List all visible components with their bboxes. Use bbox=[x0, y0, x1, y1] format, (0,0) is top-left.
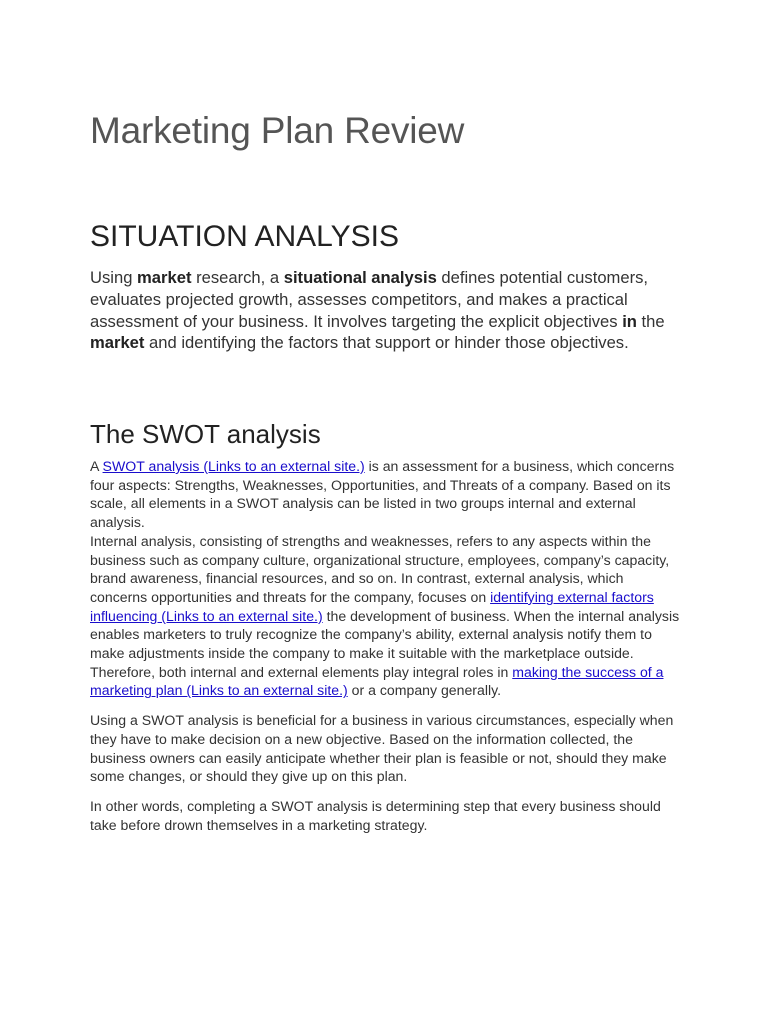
text-run: the bbox=[636, 311, 665, 331]
external-factors-link[interactable]: identifying external factors influencing (Links to an external site.) bbox=[90, 588, 654, 624]
swot-paragraph-4: In other words, completing a SWOT analysis is determining step that every business should take before drown themselves in a marketing strategy. bbox=[90, 797, 661, 833]
swot-analysis-link[interactable]: SWOT analysis (Links to an external site.) bbox=[102, 458, 365, 474]
bold-term-market-2: market bbox=[90, 333, 145, 353]
bold-term-market: market bbox=[137, 268, 192, 287]
bold-term-in: in bbox=[622, 311, 637, 331]
text-run: Internal analysis, consisting of strengths and weaknesses, refers to any aspects within the business such as company culture, organizational structure, employees, company’s capacity, brand awareness, financial resources, and so on. In contrast, external analysis, which concerns opportunities and threats for the company, focuses on bbox=[90, 532, 670, 605]
situation-analysis-paragraph bbox=[90, 267, 680, 354]
text-run: and identifying the factors that support or hinder those objectives. bbox=[144, 333, 629, 353]
situation-analysis-heading: SITUATION ANALYSIS bbox=[90, 220, 399, 253]
text-run: defines potential customers, evaluates projected growth, assesses competitors, and makes a practical assessment of your business. It involves targeting the explicit objectives bbox=[90, 268, 649, 331]
text-run: the development of business. When the internal analysis enables marketers to truly recognize the company’s ability, external analysis notify them to make adjustments inside the company to make it suitable with the marketplace outside. Therefore, both internal and external elements play integral roles in bbox=[90, 607, 680, 680]
swot-analysis-heading: The SWOT analysis bbox=[90, 419, 321, 449]
text-run: or a company generally. bbox=[347, 682, 502, 699]
page-title: Marketing Plan Review bbox=[90, 110, 465, 151]
text-run: research, a bbox=[191, 268, 284, 287]
text-run: is an assessment for a business, which concerns four aspects: Strengths, Weaknesses, Opportunities, and Threats of a company. Based on its scale, all elements in a SWOT analysis can be listed in two groups internal and external analysis. bbox=[90, 458, 675, 531]
swot-paragraph-3: Using a SWOT analysis is beneficial for a business in various circumstances, especially when they have to make decision on a new objective. Based on the information collected, the business owners can easily anticipate whether their plan is feasible or not, should they make some changes, or should they give up on this plan. bbox=[90, 712, 674, 785]
text-run: Using bbox=[90, 268, 138, 287]
bold-term-situational-analysis: situational analysis bbox=[283, 268, 437, 287]
swot-paragraph-2 bbox=[90, 532, 682, 700]
marketing-plan-success-link[interactable]: making the success of a marketing plan (Links to an external site.) bbox=[90, 663, 664, 699]
text-run: A bbox=[90, 458, 103, 474]
swot-analysis-body bbox=[90, 457, 682, 834]
swot-paragraph-1 bbox=[90, 457, 682, 532]
